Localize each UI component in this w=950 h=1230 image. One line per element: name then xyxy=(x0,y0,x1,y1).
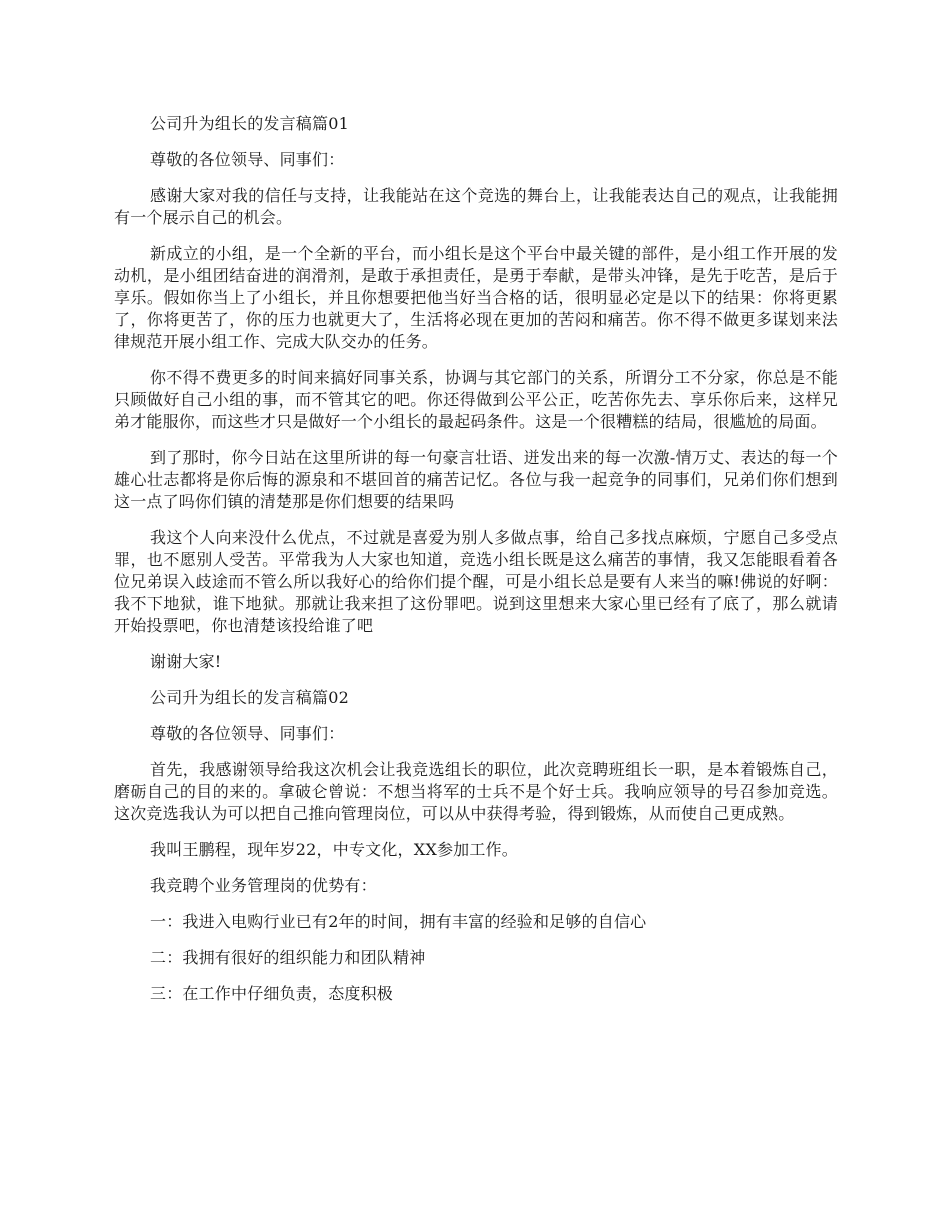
body-paragraph: 我竞聘个业务管理岗的优势有： xyxy=(150,876,377,895)
closing-line: 谢谢大家! xyxy=(150,652,222,671)
body-paragraph: 你不得不费更多的时间来搞好同事关系，协调与其它部门的关系，所谓分工不分家，你总是不能只顾做好自己小组的事，而不管其它的吧。你还得做到公平公正，吃苦你先去、享乐你后来，这样兄弟才能服你，而这些才只是做好一个小组长的最起码条件。这是一个很糟糕的结局，很尴尬的局面。 xyxy=(114,368,838,431)
body-paragraph: 新成立的小组，是一个全新的平台，而小组长是这个平台中最关键的部件，是小组工作开展的发动机，是小组团结奋进的润滑剂，是敢于承担责任，是勇于奉献，是带头冲锋，是先于吃苦，是后于享乐。假如你当上了小组长，并且你想要把他当好当合格的话，很明显必定是以下的结果：你将更累了，你将更苦了，你的压力也就更大了，生活将必现在更加的苦闷和痛苦。你不得不做更多谋划来法律规范开展小组工作、完成大队交办的任务。 xyxy=(114,244,838,351)
salutation: 尊敬的各位领导、同事们： xyxy=(150,724,345,743)
list-item: 一：我进入电购行业已有2年的时间，拥有丰富的经验和足够的自信心 xyxy=(150,912,647,931)
body-paragraph: 首先，我感谢领导给我这次机会让我竞选组长的职位，此次竞聘班组长一职，是本着锻炼自己，磨砺自己的目的来的。拿破仑曾说：不想当将军的士兵不是个好士兵。我响应领导的号召参加竞选。这次竞选我认为可以把自己推向管理岗位，可以从中获得考验，得到锻炼，从而使自己更成熟。 xyxy=(114,760,838,823)
salutation: 尊敬的各位领导、同事们： xyxy=(150,150,345,169)
body-paragraph: 到了那时，你今日站在这里所讲的每一句豪言壮语、迸发出来的每一次激-情万丈、表达的每一个雄心壮志都将是你后悔的源泉和不堪回首的痛苦记忆。各位与我一起竞争的同事们，兄弟们你们想到这一点了吗你们镇的清楚那是你们想要的结果吗 xyxy=(114,448,838,511)
list-item: 三：在工作中仔细负责，态度积极 xyxy=(150,984,394,1003)
body-paragraph: 我叫王鹏程，现年岁22，中专文化，XX参加工作。 xyxy=(150,840,518,859)
section-title: 公司升为组长的发言稿篇01 xyxy=(150,114,349,133)
document-page xyxy=(114,113,838,1019)
body-paragraph: 我这个人向来没什么优点，不过就是喜爱为别人多做点事，给自己多找点麻烦，宁愿自己多受点罪，也不愿别人受苦。平常我为人大家也知道，竞选小组长既是这么痛苦的事情，我又怎能眼看着各位兄弟误入歧途而不管么所以我好心的给你们提个醒，可是小组长总是要有人来当的嘛!佛说的好啊：我不下地狱，谁下地狱。那就让我来担了这份罪吧。说到这里想来大家心里已经有了底了，那么就请开始投票吧，你也清楚该投给谁了吧 xyxy=(114,528,838,635)
list-item: 二：我拥有很好的组织能力和团队精神 xyxy=(150,948,426,967)
body-paragraph: 感谢大家对我的信任与支持，让我能站在这个竞选的舞台上，让我能表达自己的观点，让我能拥有一个展示自己的机会。 xyxy=(114,186,838,227)
section-title: 公司升为组长的发言稿篇02 xyxy=(150,688,349,707)
